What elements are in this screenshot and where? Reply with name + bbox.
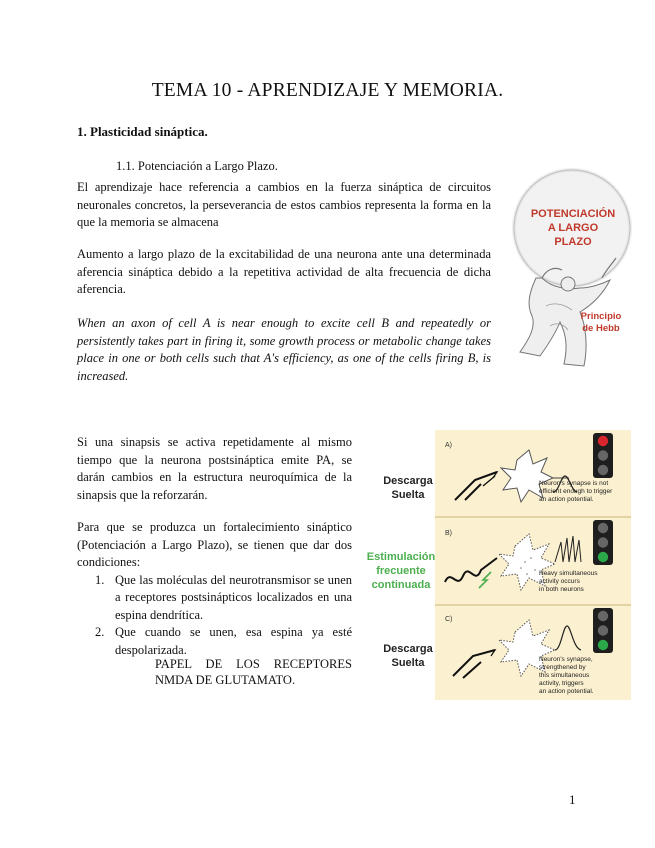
hebb-label-line-2: A LARGO [547, 222, 599, 234]
caption-line: Heavy simultaneous [539, 570, 598, 577]
traffic-light-bulb [598, 625, 608, 635]
caption-line: strengthened by [539, 664, 586, 671]
list-number: 2. [95, 625, 105, 639]
caption-line: this simultaneous [539, 672, 590, 679]
conditions-list [77, 572, 352, 660]
conditions-block [77, 519, 352, 659]
conditions-intro: Para que se produzca un fortalecimiento sináptico (Potenciación a Largo Plazo), se tienen que dar dos condiciones: [77, 520, 352, 569]
caption-line: Neuron's synapse is not [539, 480, 609, 487]
caption-line: activity occurs [539, 578, 580, 585]
caption-line: Neuron's synapse, [539, 656, 593, 663]
side-label-c [380, 642, 436, 670]
paragraph-learning-definition: El aprendizaje hace referencia a cambios en la fuerza sináptica de circuitos neuronales concretos, la perseverancia de estos cambios representa la forma en la que la memoria se almacena [77, 180, 491, 229]
paragraph-synapse-reinforcement: Si una sinapsis se activa repetidamente al mismo tiempo que la neurona postsináptica emite PA, se darán cambios en la estructura neuroquímica de la sinapsis que la reforzarán. [77, 435, 352, 502]
nmda-receptors-note: PAPEL DE LOS RECEPTORES NMDA DE GLUTAMATO. [155, 657, 352, 687]
side-label-a [380, 474, 436, 502]
page-number: 1 [569, 792, 576, 807]
side-label-line: Suelta [391, 657, 425, 669]
panel-caption-a [539, 480, 629, 504]
paragraph-hebb-quote: When an axon of cell A is near enough to excite cell B and repeatedly or persistently takes part in firing it, some growth process or metabolic change takes place in one or both cells such that A's efficiency, as one of the cells firing B, is increased. [77, 316, 491, 383]
caption-line: in both neurons [539, 586, 584, 593]
paragraph-ltp-definition: Aumento a largo plazo de la excitabilidad de una neurona ante una determinada aferencia sináptica debido a la repetitiva actividad de alta frecuencia de dicha aferencia. [77, 247, 491, 296]
presynaptic-axon-c [453, 650, 495, 678]
traffic-light-bulb [598, 465, 608, 475]
side-label-line: Suelta [391, 489, 425, 501]
side-label-b [364, 550, 438, 592]
side-label-line: continuada [371, 579, 431, 591]
ltp-diagram [435, 430, 631, 700]
side-label-line: Descarga [383, 475, 433, 487]
panel-caption-b [539, 570, 629, 594]
traffic-light-bulb [598, 523, 608, 533]
caption-line: an action potential. [539, 496, 594, 503]
caption-line: an action potential. [539, 688, 594, 695]
subsection-heading: 1.1. Potenciación a Largo Plazo. [116, 159, 278, 173]
presynaptic-axon-a [455, 472, 497, 500]
caption-line: efficient enough to trigger [539, 488, 613, 495]
spike-train-trace-b [555, 536, 581, 562]
side-label-line: frecuente [376, 565, 426, 577]
list-text: Que las moléculas del neurotransmisor se unen a receptores postsinápticos localizados en una espina dendrítica. [115, 572, 352, 622]
lightning-icon [479, 572, 491, 588]
atlas-figure-illustration [506, 166, 636, 371]
page-title: TEMA 10 - APRENDIZAJE Y MEMORIA. [151, 80, 504, 101]
side-label-line: Descarga [383, 643, 433, 655]
traffic-light-bulb [598, 640, 608, 650]
hebb-label-line-1: POTENCIACIÓN [530, 208, 616, 220]
panel-letter-c: C) [445, 616, 453, 623]
traffic-light-bulb [598, 450, 608, 460]
list-item [77, 572, 352, 625]
list-item [77, 624, 352, 659]
hebb-label-line-3: PLAZO [554, 236, 592, 248]
traffic-light-bulb [598, 436, 608, 446]
presynaptic-axon-b [445, 558, 497, 582]
panel-letter-b: B) [445, 530, 452, 537]
traffic-light-bulb [598, 552, 608, 562]
caption-line: activity, triggers [539, 680, 584, 687]
traffic-light-bulb [598, 611, 608, 621]
hebb-principle-line-1: Principio [580, 311, 622, 322]
section-heading: 1. Plasticidad sináptica. [77, 124, 208, 139]
hebb-principle-line-2: de Hebb [582, 323, 620, 334]
panel-caption-c [539, 656, 629, 696]
side-label-line: Estimulación [366, 551, 436, 563]
panel-letter-a: A) [445, 442, 452, 449]
action-potential-trace-c [555, 626, 581, 650]
traffic-light-bulb [598, 537, 608, 547]
list-number: 1. [95, 572, 105, 587]
list-text: Que cuando se unen, esa espina ya esté despolarizada. [115, 625, 352, 657]
